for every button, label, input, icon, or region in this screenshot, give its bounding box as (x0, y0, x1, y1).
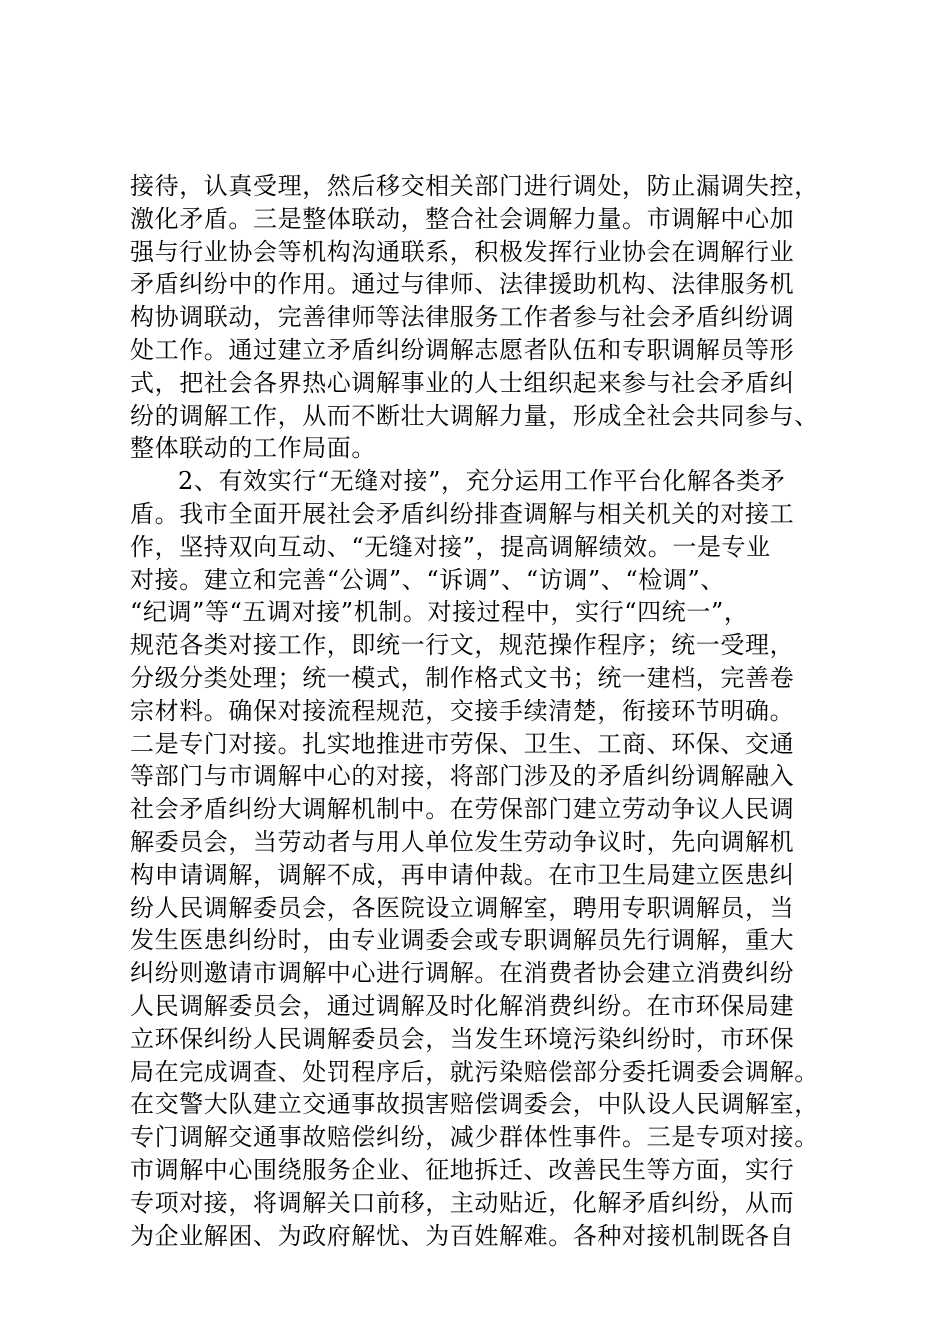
text-line: 解委员会，当劳动者与用人单位发生劳动争议时，先向调解机 (130, 827, 795, 856)
text-line: 构申请调解，调解不成，再申请仲裁。在市卫生局建立医患纠 (130, 860, 795, 889)
paragraph-2 (130, 465, 830, 1252)
body-text (130, 170, 830, 1252)
text-line: 为企业解困、为政府解忧、为百姓解难。各种对接机制既各自 (130, 1221, 795, 1250)
text-line: 整体联动的工作局面。 (130, 434, 376, 463)
text-line: 发生医患纠纷时，由专业调委会或专职调解员先行调解，重大 (130, 926, 795, 955)
text-line: 在交警大队建立交通事故损害赔偿调委会，中队设人民调解室， (130, 1090, 819, 1119)
text-line: 等部门与市调解中心的对接，将部门涉及的矛盾纠纷调解融入 (130, 762, 795, 791)
text-line: 市调解中心围绕服务企业、征地拆迁、改善民生等方面，实行 (130, 1155, 795, 1184)
text-line: 纷人民调解委员会，各医院设立调解室，聘用专职调解员，当 (130, 893, 795, 922)
text-line: 强与行业协会等机构沟通联系，积极发挥行业协会在调解行业 (130, 237, 795, 266)
text-line: 式，把社会各界热心调解事业的人士组织起来参与社会矛盾纠 (130, 368, 795, 397)
text-line: 分级分类处理；统一模式，制作格式文书；统一建档，完善卷 (130, 663, 795, 692)
text-line: 宗材料。确保对接流程规范，交接手续清楚，衔接环节明确。 (130, 696, 795, 725)
text-line: 对接。建立和完善“公调”、“诉调”、“访调”、“检调”、 (130, 565, 725, 594)
text-line: 立环保纠纷人民调解委员会，当发生环境污染纠纷时，市环保 (130, 1024, 795, 1053)
text-line: 人民调解委员会，通过调解及时化解消费纠纷。在市环保局建 (130, 991, 795, 1020)
text-line: 2、有效实行“无缝对接”，充分运用工作平台化解各类矛 (178, 467, 786, 496)
text-line: 专门调解交通事故赔偿纠纷，减少群体性事件。三是专项对接。 (130, 1123, 819, 1152)
text-line: 作，坚持双向互动、“无缝对接”，提高调解绩效。一是专业 (130, 532, 771, 561)
text-line: 局在完成调查、处罚程序后，就污染赔偿部分委托调委会调解。 (130, 1057, 819, 1086)
text-line: 规范各类对接工作，即统一行文，规范操作程序；统一受理， (130, 631, 795, 660)
text-line: 接待，认真受理，然后移交相关部门进行调处，防止漏调失控， (130, 172, 819, 200)
text-line: 纷的调解工作，从而不断壮大调解力量，形成全社会共同参与、 (130, 401, 819, 430)
text-line: 构协调联动，完善律师等法律服务工作者参与社会矛盾纠纷调 (130, 303, 795, 332)
text-line: 专项对接，将调解关口前移，主动贴近，化解矛盾纠纷，从而 (130, 1188, 795, 1217)
text-line: 纠纷则邀请市调解中心进行调解。在消费者协会建立消费纠纷 (130, 959, 795, 988)
text-line: 矛盾纠纷中的作用。通过与律师、法律援助机构、法律服务机 (130, 270, 795, 299)
text-line: 盾。我市全面开展社会矛盾纠纷排查调解与相关机关的对接工 (130, 499, 795, 528)
paragraph-1 (130, 170, 830, 465)
text-line: “纪调”等“五调对接”机制。对接过程中，实行“四统一”， (130, 598, 749, 627)
text-line: 二是专门对接。扎实地推进市劳保、卫生、工商、环保、交通 (130, 729, 795, 758)
text-line: 激化矛盾。三是整体联动，整合社会调解力量。市调解中心加 (130, 204, 795, 233)
text-line: 处工作。通过建立矛盾纠纷调解志愿者队伍和专职调解员等形 (130, 335, 795, 364)
text-line: 社会矛盾纠纷大调解机制中。在劳保部门建立劳动争议人民调 (130, 795, 795, 824)
